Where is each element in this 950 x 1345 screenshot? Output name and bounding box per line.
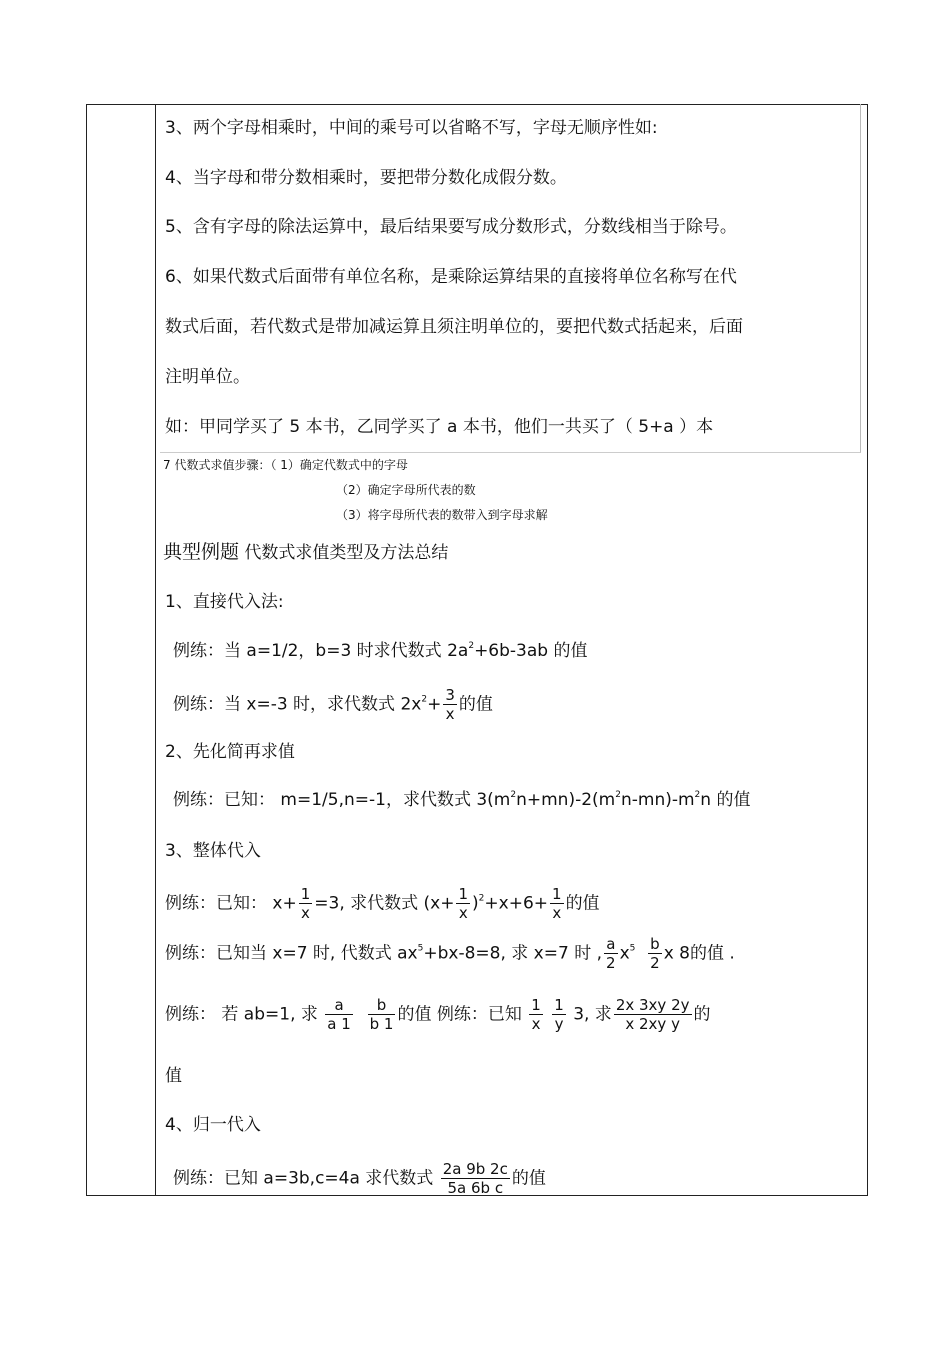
sec4-example: 例练：已知 a=3b,c=4a 求代数式 $\frac{2a 9b 2c}{\text{5a 6b c}}$ 的值 bbox=[173, 1160, 546, 1197]
fraction: $\frac{2a 9b 2c}{\text{5a 6b c}}$ bbox=[442, 1160, 508, 1197]
step-3: （3）将字母所代表的数带入到字母求解 bbox=[336, 508, 548, 522]
rule-5: 5、含有字母的除法运算中，最后结果要写成分数形式，分数线相当于除号。 bbox=[165, 217, 737, 237]
section-heading bbox=[163, 540, 448, 565]
fraction: $\frac{b}{2}$ bbox=[650, 935, 660, 972]
step-2: （2）确定字母所代表的数 bbox=[336, 483, 476, 497]
sec4-title: 4、归一代入 bbox=[165, 1115, 261, 1135]
column-divider bbox=[155, 104, 156, 1196]
rule-6-line3: 注明单位。 bbox=[165, 367, 250, 387]
step-1: 7 代数式求值步骤：（ 1）确定代数式中的字母 bbox=[163, 458, 408, 472]
heading-sub: 代数式求值类型及方法总结 bbox=[239, 543, 449, 563]
rule-example: 如：甲同学买了 5 本书，乙同学买了 a 本书，他们一共买了（ 5+a ）本 bbox=[165, 417, 714, 437]
rule-4: 4、当字母和带分数相乘时，要把带分数化成假分数。 bbox=[165, 168, 567, 188]
rule-3: 3、两个字母相乘时，中间的乘号可以省略不写，字母无顺序性如: bbox=[165, 118, 658, 138]
sec3-title: 3、整体代入 bbox=[165, 841, 261, 861]
fraction: $\frac{a}{a 1}$ bbox=[327, 996, 351, 1033]
fraction: $\frac{2x 3xy 2y}{\text{x 2xy y}}$ bbox=[615, 996, 690, 1033]
sec1-example-1: 例练：当 a=1/2，b=3 时求代数式 $2a^2+6b-3ab$ 的值 bbox=[173, 641, 588, 661]
sec3-example-3-tail: 值 bbox=[165, 1066, 182, 1086]
fraction: $\frac{3}{x}$ bbox=[445, 686, 455, 723]
fraction: $\frac{b}{b 1}$ bbox=[369, 996, 394, 1033]
sec3-example-1: 例练：已知： x+ $\frac{1}{x}$ =3, 求代数式 (x+ $\frac{1}{x}$ )$^2$+x+6+ $\frac{1}{x}$ 的值 bbox=[165, 885, 600, 922]
fraction: $\frac{1}{y}$ bbox=[554, 996, 564, 1033]
sec1-title: 1、直接代入法: bbox=[165, 592, 284, 612]
fraction: $\frac{1}{x}$ bbox=[300, 885, 311, 922]
rule-6-line1: 6、如果代数式后面带有单位名称，是乘除运算结果的直接将单位名称写在代 bbox=[165, 267, 737, 287]
fraction: $\frac{1}{x}$ bbox=[458, 885, 469, 922]
sec2-title: 2、先化简再求值 bbox=[165, 742, 295, 762]
sec2-example: 例练：已知： m=1/5,n=-1，求代数式 $3(m^2n+mn)-2(m^2n-mn)-m^2n$ 的值 bbox=[173, 790, 751, 810]
fraction: $\frac{1}{x}$ bbox=[531, 996, 541, 1033]
fraction: $\frac{1}{x}$ bbox=[552, 885, 562, 922]
rule-6-line2: 数式后面，若代数式是带加减运算且须注明单位的，要把代数式括起来，后面 bbox=[165, 317, 743, 337]
sec3-example-3: 例练： 若 ab=1, 求 $\frac{a}{a 1}$ $\frac{b}{b 1}$ 的值 例练：已知 $\frac{1}{x}$ $\frac{1}{y}$ 3, 求 $\frac{2x 3xy 2y}{\text{x 2xy y}}$ 的 bbox=[165, 996, 711, 1033]
sec3-example-2: 例练：已知当 x=7 时, 代数式 $ax^5+bx-8=8$, 求 x=7 时 , $\frac{a}{2}$ $x^5$ $\frac{b}{2}$ x 8的值 . bbox=[165, 935, 735, 972]
fraction: $\frac{a}{2}$ bbox=[606, 935, 616, 972]
heading-main: 典型例题 bbox=[163, 541, 240, 563]
sec1-example-2: 例练：当 x=-3 时，求代数式 $2x^2+$ $\frac{3}{x}$ 的值 bbox=[173, 686, 493, 723]
